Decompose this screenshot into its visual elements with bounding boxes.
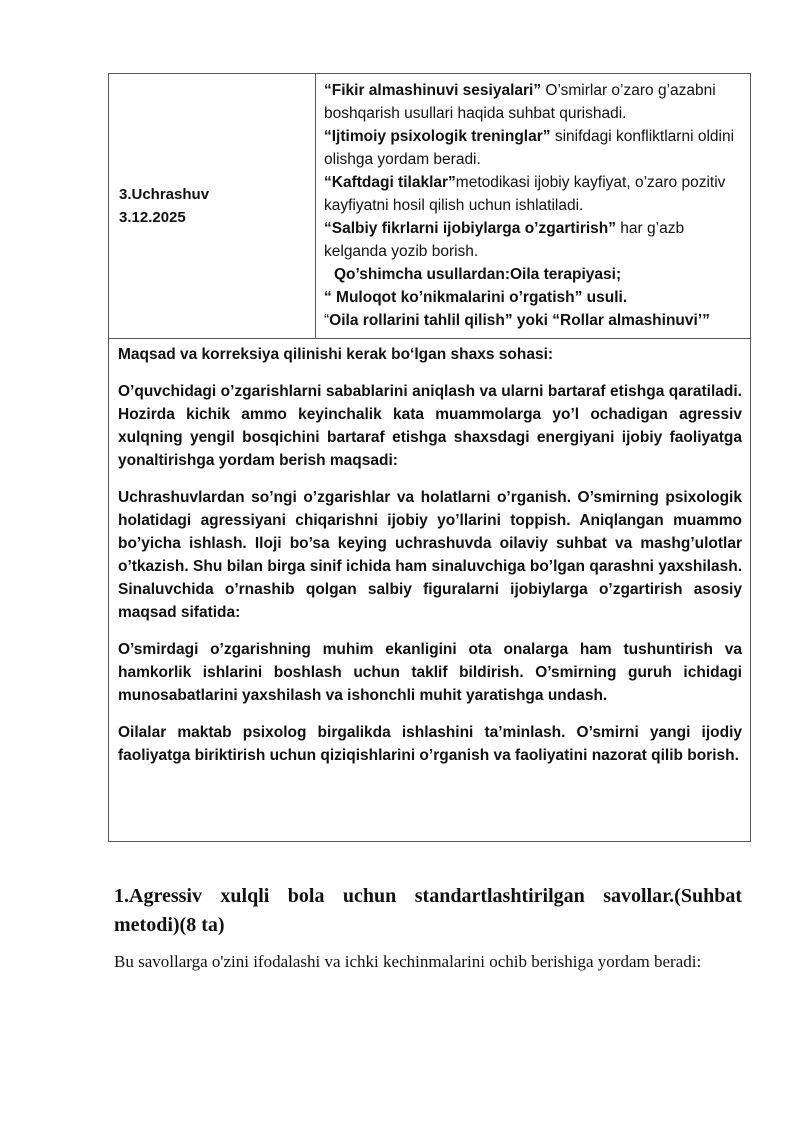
goal-row [109,339,751,842]
method-item [324,79,742,125]
goal-paragraph: Uchrashuvlardan so’ngi o’zgarishlar va holatlarni o’rganish. O’smirning psixologik holatidagi agressiyani chiqarishni ijobiy yo’llarini toppish. Aniqlangan muammo bo’yicha ishlash. Iloji bo’sa keying uchrashuvda oilaviy suhbat va mashg’ulotlar o’tkazish. Shu bilan birga sinif ichida ham sinaluvchiga bo’lgan qarashni yaxshilash. Sinaluvchida o’rnashib qolgan salbiy figuralarni ijobiylarga o’zgartirish asosiy maqsad sifatida: [118,489,742,621]
goal-cell [109,339,751,842]
open-quote: “ [324,312,330,329]
method-text: O’smirlar o’zaro g’azabni boshqarish usullari haqida suhbat qurishadi. [324,82,716,122]
goal-paragraph: O’smirdagi o’zgarishning muhim ekanligini ota onalarga ham tushuntirish va hamkorlik ishlarini boshlash uchun taklif bildirish. O’smirning guruh ichidagi munosabatlarini yaxshilash va ishonchli muhit yaratishga undash. [118,641,742,704]
meeting-date: 3.12.2025 [119,209,186,226]
method-item [324,171,742,217]
section-paragraph: Bu savollarga o'zini ifodalashi va ichki kechinmalarini ochib berishiga yordam beradi: [114,952,702,971]
method-text: metodikasi ijobiy kayfiyat, o’zaro pozitiv kayfiyatni hosil qilish uchun ishlatiladi. [324,174,726,214]
method-text: sinifdagi konfliktlarni oldini olishga yordam beradi. [324,128,735,168]
meeting-cell [109,74,316,339]
method-title: “Kaftdagi tilaklar” [324,174,456,191]
method-item [324,217,742,263]
method-title: “Fikir almashinuvi sesiyalari” [324,82,542,99]
method-title: “Salbiy fikrlarni ijobiylarga o’zgartirish” [324,220,616,237]
roles-rest: ” yoki “Rollar almashinuvi’” [504,312,710,329]
goal-heading: Maqsad va korreksiya qilinishi kerak boʻlgan shaxs sohasi: [118,346,554,363]
goal-paragraph: Oilalar maktab psixolog birgalikda ishlashini ta’minlash. O’smirni yangi ijodiy faoliyatga biriktirish uchun qiziqishlarini o’rganish va faoliyatini nazorat qilib borish. [118,724,742,764]
methods-cell [316,74,751,339]
extra-method-communication: “ Muloqot ko’nikmalarini o’rgatish” usuli. [324,289,628,306]
meeting-title: 3.Uchrashuv [119,186,210,203]
section-heading: 1.Agressiv xulqli bola uchun standartlashtirilgan savollar.(Suhbat metodi)(8 ta) [114,885,742,936]
method-title: “Ijtimoiy psixologik treninglar” [324,128,551,145]
method-text: har g’azb kelganda yozib borish. [324,220,685,260]
extra-method-roles [324,309,742,332]
extra-methods-heading: Qo’shimcha usullardan:Oila terapiyasi; [334,266,622,283]
session-row [109,74,751,339]
method-item [324,125,742,171]
session-table [108,73,751,842]
roles-title: Oila rollarini tahlil qilish [329,312,505,329]
goal-paragraph: O’quvchidagi o’zgarishlarni sabablarini aniqlash va ularni bartaraf etishga qaratiladi. Hozirda kichik ammo keyinchalik kata muammolarga yo’l ochadigan agressiv xulqning yengil bosqichini bartaraf etishga shaxsdagi energiyani ijobiy faoliyatga yonaltirishga yordam berish maqsadi: [118,383,742,469]
